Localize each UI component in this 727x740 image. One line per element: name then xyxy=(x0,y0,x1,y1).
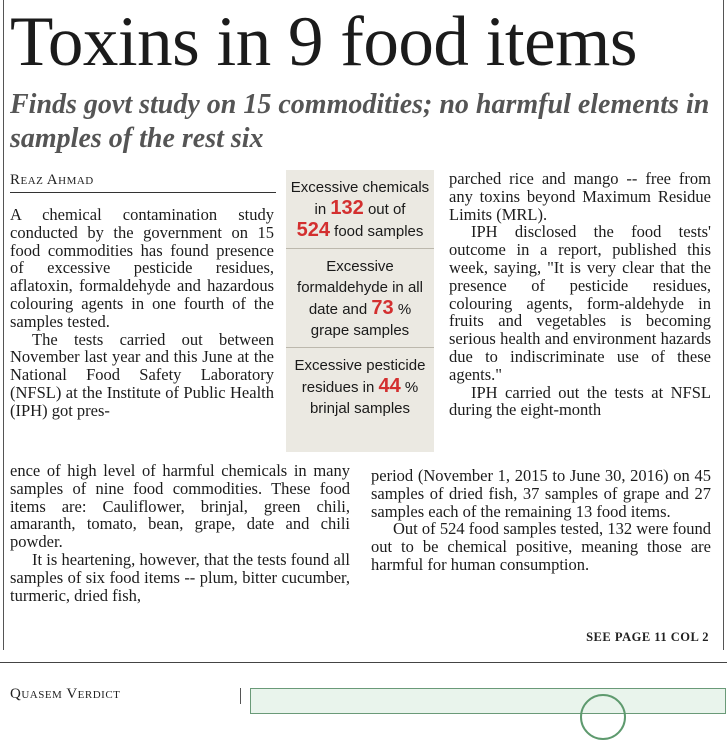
byline-author: Reaz Ahmad xyxy=(10,172,94,188)
paragraph-5: IPH disclosed the food tests' outcome in a report, published this week, saying, "It is very clear that the presence of pesticide residues, colouring agents, form-aldehyde in fruits and vegetables is becoming serious health and environment hazards due to indiscriminate use of these agents." xyxy=(449,222,711,384)
emblem-icon xyxy=(580,694,626,740)
headline: Toxins in 9 food items xyxy=(10,3,637,81)
page-frame-left xyxy=(3,0,4,650)
fact-number-73: 73 xyxy=(371,297,394,319)
fact-text: food samples xyxy=(334,223,424,240)
paragraph-3: It is heartening, however, that the tests found all samples of six food items -- plum, bitter cucumber, turmeric, dried fish, xyxy=(10,549,350,605)
paragraph-2-start: The tests carried out between November last year and this June at the National Food Safety Laboratory (NFSL) at the Institute of Public Health (IPH) got pres- xyxy=(10,329,274,420)
page-frame-right xyxy=(723,0,724,650)
paragraph-6-start: IPH carried out the tests at NFSL during the eight-month xyxy=(449,382,711,420)
fact-box xyxy=(286,170,434,452)
paragraph-7: Out of 524 food samples tested, 132 were found out to be chemical positive, meaning those are harmful for human consumption. xyxy=(371,519,711,574)
fact-text: formaldehyde in all xyxy=(297,279,423,296)
subheadline: Finds govt study on 15 commodities; no harmful elements in samples of the rest six xyxy=(10,89,710,154)
fact-line xyxy=(290,198,430,220)
next-story-byline: Quasem Verdict xyxy=(10,686,121,702)
column-left-wide xyxy=(10,462,350,604)
next-story-box xyxy=(250,688,726,714)
column-right-wide xyxy=(371,467,711,574)
fact-text: Excessive xyxy=(326,258,394,275)
fact-line xyxy=(290,220,430,242)
fact-text: grape samples xyxy=(310,322,410,339)
fact-text: % xyxy=(397,301,412,318)
fact-line xyxy=(290,376,430,398)
column-divider xyxy=(240,688,241,704)
fact-text: Excessive pesticide xyxy=(294,357,426,374)
fact-line xyxy=(290,298,430,320)
column-left xyxy=(10,206,274,420)
column-right xyxy=(449,170,711,419)
fact-text: % xyxy=(404,379,419,396)
paragraph-6-continued: period (November 1, 2015 to June 30, 2016) on 45 samples of dried fish, 37 samples of grape and 27 samples each of the remaining 13 food items. xyxy=(371,466,711,521)
continuation-reference: SEE PAGE 11 COL 2 xyxy=(586,630,709,644)
fact-text: out of xyxy=(367,201,406,218)
fact-number-44: 44 xyxy=(378,375,401,397)
fact-text: Excessive chemicals xyxy=(290,179,430,196)
fact-item-pesticide xyxy=(286,348,434,425)
fact-text: brinjal samples xyxy=(309,400,411,417)
byline xyxy=(10,172,276,193)
fact-item-formaldehyde xyxy=(286,249,434,348)
fact-number-132: 132 xyxy=(330,197,364,219)
fact-text: in xyxy=(314,201,327,218)
section-divider xyxy=(0,662,727,663)
fact-item-chemicals xyxy=(286,170,434,249)
paragraph-1: A chemical contamination study conducted by the government on 15 food commodities has found presence of excessive pesticide residues, aflatoxin, formaldehyde and hazardous colouring agents in one fourth of the samples tested. xyxy=(10,205,274,331)
fact-text: date and xyxy=(308,301,368,318)
paragraph-4: parched rice and mango -- free from any toxins beyond Maximum Residue Limits (MRL). xyxy=(449,169,711,224)
fact-number-524: 524 xyxy=(296,219,330,241)
paragraph-2-continued: ence of high level of harmful chemicals in many samples of nine food commodities. These food items are: Cauliflower, brinjal, green chili, amaranth, tomato, bean, grape, date and chili powder. xyxy=(10,461,350,552)
fact-text: residues in xyxy=(301,379,375,396)
